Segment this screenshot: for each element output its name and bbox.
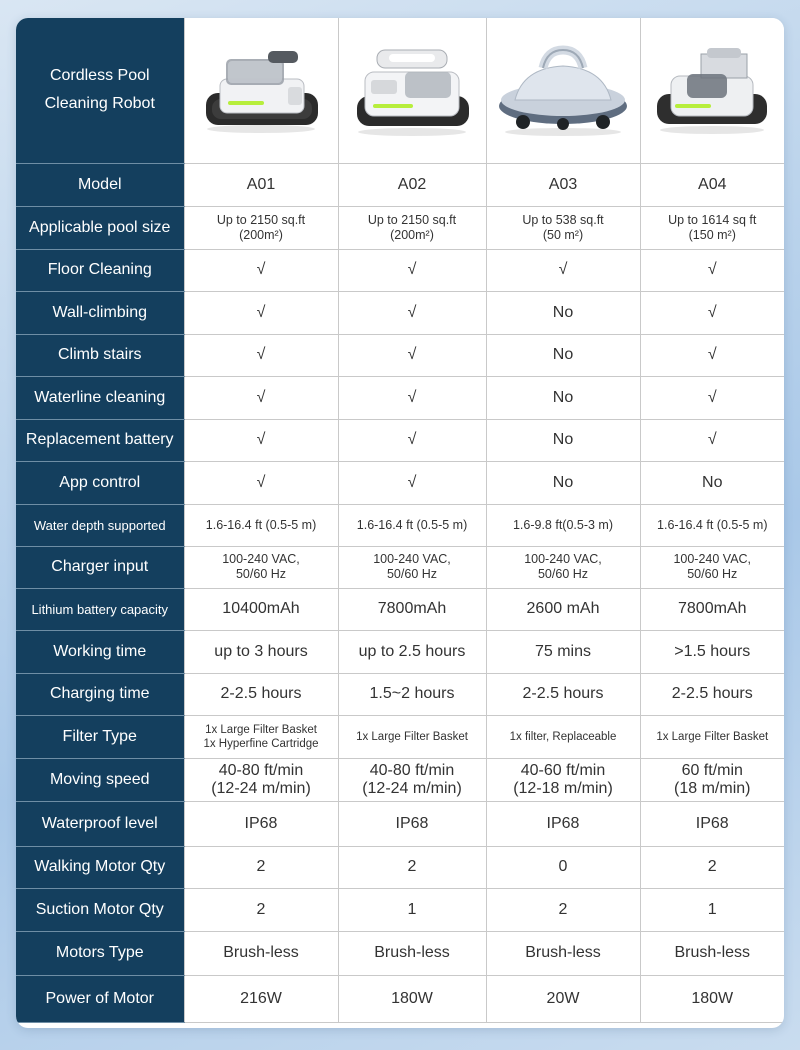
cell-working-time-a02: up to 2.5 hours [338,630,486,673]
row-label-charger-input: Charger input [16,546,184,588]
cell-charging-time-a02: 1.5~2 hours [338,673,486,715]
row-label-walking-motor-qty: Walking Motor Qty [16,846,184,888]
table-row [16,504,784,546]
row-label-moving-speed: Moving speed [16,758,184,801]
cell-floor-cleaning-a03: √ [486,249,640,291]
cell-motors-type-a04: Brush-less [640,931,784,975]
cell-suction-motor-qty-a02: 1 [338,888,486,931]
table-row [16,931,784,975]
cell-waterline-cleaning-a01: √ [184,376,338,419]
cell-moving-speed-a02: 40-80 ft/min (12-24 m/min) [338,758,486,801]
cell-charging-time-a03: 2-2.5 hours [486,673,640,715]
cell-waterline-cleaning-a04: √ [640,376,784,419]
comparison-card [16,18,784,1028]
pool-robot-a03-icon [495,42,631,138]
row-label-charging-time: Charging time [16,673,184,715]
cell-suction-motor-qty-a04: 1 [640,888,784,931]
table-row [16,888,784,931]
cell-suction-motor-qty-a03: 2 [486,888,640,931]
cell-moving-speed-a01: 40-80 ft/min (12-24 m/min) [184,758,338,801]
product-image-a03 [486,18,640,163]
cell-app-control-a04: No [640,461,784,504]
cell-lithium-battery-capacity-a03: 2600 mAh [486,588,640,630]
cell-moving-speed-a04: 60 ft/min (18 m/min) [640,758,784,801]
cell-walking-motor-qty-a01: 2 [184,846,338,888]
cell-app-control-a02: √ [338,461,486,504]
table-row [16,206,784,249]
cell-wall-climbing-a01: √ [184,291,338,334]
cell-charging-time-a01: 2-2.5 hours [184,673,338,715]
cell-model-a01: A01 [184,163,338,206]
product-image-a04 [640,18,784,163]
table-row [16,546,784,588]
cell-power-of-motor-a04: 180W [640,975,784,1022]
table-row [16,461,784,504]
pool-robot-a01-icon [198,45,324,135]
cell-wall-climbing-a02: √ [338,291,486,334]
cell-motors-type-a01: Brush-less [184,931,338,975]
cell-water-depth-supported-a01: 1.6-16.4 ft (0.5-5 m) [184,504,338,546]
cell-climb-stairs-a04: √ [640,334,784,376]
cell-working-time-a03: 75 mins [486,630,640,673]
cell-charger-input-a04: 100-240 VAC, 50/60 Hz [640,546,784,588]
cell-lithium-battery-capacity-a01: 10400mAh [184,588,338,630]
cell-walking-motor-qty-a02: 2 [338,846,486,888]
cell-applicable-pool-size-a03: Up to 538 sq.ft (50 m²) [486,206,640,249]
table-row [16,715,784,758]
cell-app-control-a01: √ [184,461,338,504]
cell-climb-stairs-a03: No [486,334,640,376]
row-label-climb-stairs: Climb stairs [16,334,184,376]
cell-model-a03: A03 [486,163,640,206]
table-row [16,376,784,419]
cell-water-depth-supported-a03: 1.6-9.8 ft(0.5-3 m) [486,504,640,546]
cell-power-of-motor-a01: 216W [184,975,338,1022]
cell-suction-motor-qty-a01: 2 [184,888,338,931]
cell-walking-motor-qty-a03: 0 [486,846,640,888]
cell-replacement-battery-a04: √ [640,419,784,461]
cell-water-depth-supported-a02: 1.6-16.4 ft (0.5-5 m) [338,504,486,546]
cell-climb-stairs-a02: √ [338,334,486,376]
cell-waterline-cleaning-a02: √ [338,376,486,419]
cell-working-time-a01: up to 3 hours [184,630,338,673]
table-row [16,846,784,888]
table-row [16,291,784,334]
table-row [16,588,784,630]
table-row [16,334,784,376]
cell-model-a02: A02 [338,163,486,206]
table-row [16,673,784,715]
cell-wall-climbing-a04: √ [640,291,784,334]
row-label-waterproof-level: Waterproof level [16,801,184,846]
cell-lithium-battery-capacity-a02: 7800mAh [338,588,486,630]
cell-filter-type-a03: 1x filter, Replaceable [486,715,640,758]
cell-model-a04: A04 [640,163,784,206]
product-image-a01 [184,18,338,163]
cell-filter-type-a02: 1x Large Filter Basket [338,715,486,758]
cell-charger-input-a02: 100-240 VAC, 50/60 Hz [338,546,486,588]
title-line-2: Cleaning Robot [44,95,155,113]
row-label-lithium-battery-capacity: Lithium battery capacity [16,588,184,630]
cell-replacement-battery-a01: √ [184,419,338,461]
cell-filter-type-a04: 1x Large Filter Basket [640,715,784,758]
row-label-replacement-battery: Replacement battery [16,419,184,461]
cell-motors-type-a02: Brush-less [338,931,486,975]
table-row [16,975,784,1022]
row-label-water-depth-supported: Water depth supported [16,504,184,546]
pool-robot-a02-icon [349,42,475,138]
cell-replacement-battery-a03: No [486,419,640,461]
cell-moving-speed-a03: 40-60 ft/min (12-18 m/min) [486,758,640,801]
cell-filter-type-a01: 1x Large Filter Basket 1x Hyperfine Cartridge [184,715,338,758]
cell-walking-motor-qty-a04: 2 [640,846,784,888]
cell-charger-input-a03: 100-240 VAC, 50/60 Hz [486,546,640,588]
cell-working-time-a04: >1.5 hours [640,630,784,673]
row-label-app-control: App control [16,461,184,504]
cell-waterproof-level-a02: IP68 [338,801,486,846]
row-label-model: Model [16,163,184,206]
cell-charger-input-a01: 100-240 VAC, 50/60 Hz [184,546,338,588]
row-label-wall-climbing: Wall-climbing [16,291,184,334]
cell-motors-type-a03: Brush-less [486,931,640,975]
cell-water-depth-supported-a04: 1.6-16.4 ft (0.5-5 m) [640,504,784,546]
comparison-table [16,18,784,1023]
cell-applicable-pool-size-a04: Up to 1614 sq ft (150 m²) [640,206,784,249]
table-row [16,249,784,291]
cell-applicable-pool-size-a01: Up to 2150 sq.ft (200m²) [184,206,338,249]
table-row [16,419,784,461]
cell-wall-climbing-a03: No [486,291,640,334]
title-line-1: Cordless Pool [49,67,150,85]
table-title [16,18,184,163]
cell-waterproof-level-a01: IP68 [184,801,338,846]
table-row [16,630,784,673]
cell-waterproof-level-a03: IP68 [486,801,640,846]
cell-climb-stairs-a01: √ [184,334,338,376]
pool-robot-a04-icon [651,44,773,136]
table-row [16,163,784,206]
row-label-motors-type: Motors Type [16,931,184,975]
cell-replacement-battery-a02: √ [338,419,486,461]
row-label-working-time: Working time [16,630,184,673]
cell-floor-cleaning-a01: √ [184,249,338,291]
cell-charging-time-a04: 2-2.5 hours [640,673,784,715]
row-label-suction-motor-qty: Suction Motor Qty [16,888,184,931]
table-row [16,801,784,846]
cell-power-of-motor-a02: 180W [338,975,486,1022]
cell-app-control-a03: No [486,461,640,504]
product-image-a02 [338,18,486,163]
row-label-waterline-cleaning: Waterline cleaning [16,376,184,419]
cell-floor-cleaning-a02: √ [338,249,486,291]
cell-power-of-motor-a03: 20W [486,975,640,1022]
cell-lithium-battery-capacity-a04: 7800mAh [640,588,784,630]
cell-applicable-pool-size-a02: Up to 2150 sq.ft (200m²) [338,206,486,249]
row-label-filter-type: Filter Type [16,715,184,758]
cell-waterproof-level-a04: IP68 [640,801,784,846]
table-row [16,758,784,801]
cell-floor-cleaning-a04: √ [640,249,784,291]
cell-waterline-cleaning-a03: No [486,376,640,419]
row-label-applicable-pool-size: Applicable pool size [16,206,184,249]
header-row [16,18,784,163]
row-label-power-of-motor: Power of Motor [16,975,184,1022]
row-label-floor-cleaning: Floor Cleaning [16,249,184,291]
